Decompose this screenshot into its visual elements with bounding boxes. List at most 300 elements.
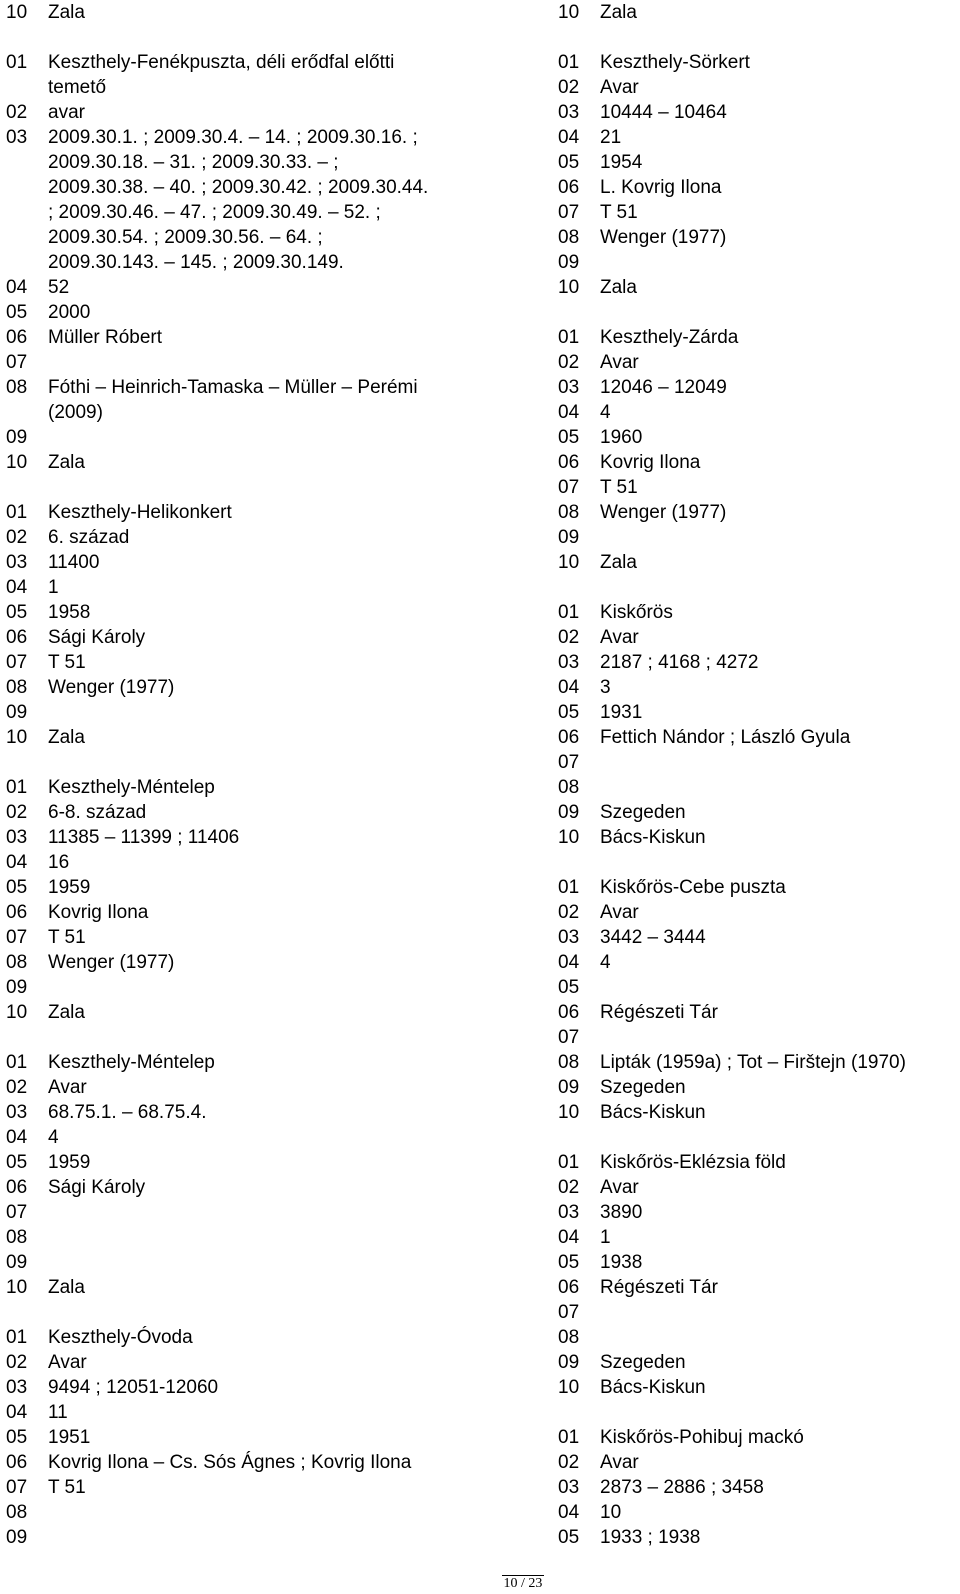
field-code: 02 [558,627,580,648]
field-code: 08 [6,952,28,973]
field-value: Keszthely-Óvoda [48,1327,193,1348]
record-field-row [6,275,476,300]
field-value: Avar [600,77,639,98]
field-value: 2009.30.143. – 145. ; 2009.30.149. [48,252,344,273]
field-code: 04 [6,577,28,598]
field-code: 01 [558,1427,580,1448]
record-field-row [6,1275,476,1300]
field-code: 04 [558,677,580,698]
record-field-row [6,1500,476,1525]
record-field-row [6,1200,476,1225]
field-code: 07 [558,1302,580,1323]
record-field-row [6,625,476,650]
field-code: 04 [6,1127,28,1148]
field-code: 02 [6,527,28,548]
record-field-row [6,1050,476,1075]
field-value: 11400 [48,552,100,573]
field-code: 05 [558,427,580,448]
field-code: 06 [6,1177,28,1198]
field-code: 02 [6,102,28,123]
record-field-row [6,400,476,425]
field-code: 07 [6,1477,28,1498]
record-field-row [558,1325,958,1350]
field-value: 1960 [600,427,643,448]
record-field-row [6,950,476,975]
field-value: Zala [48,1277,85,1298]
record-field-row [558,1475,958,1500]
field-code: 04 [558,402,580,423]
field-code: 07 [558,1027,580,1048]
field-code [6,225,48,250]
field-code: 04 [558,1227,580,1248]
field-code: 01 [6,502,28,523]
field-code: 03 [558,102,580,123]
record-field-row [558,400,958,425]
field-value: Avar [600,1452,639,1473]
record-field-row [6,900,476,925]
field-code: 09 [558,1352,580,1373]
field-value: Zala [600,552,637,573]
field-code: 03 [558,1477,580,1498]
field-code: 04 [558,127,580,148]
field-code: 09 [6,427,28,448]
field-value [48,1225,476,1250]
record-field-row [558,700,958,725]
field-code: 01 [558,327,580,348]
record-field-row [558,875,958,900]
field-value [600,250,958,275]
field-value: Avar [48,1352,87,1373]
field-value: 1954 [600,152,643,173]
field-code: 10 [6,1002,28,1023]
record-field-row [6,250,476,275]
record-field-row [6,1125,476,1150]
record-field-row [558,1300,958,1325]
field-code: 06 [6,902,28,923]
field-value: 2009.30.54. ; 2009.30.56. – 64. ; [48,227,323,248]
field-value: 2009.30.38. – 40. ; 2009.30.42. ; 2009.30.44. [48,177,429,198]
field-code: 08 [6,677,28,698]
field-code: 03 [558,927,580,948]
field-value: Szegeden [600,1352,686,1373]
record-field-row [558,100,958,125]
record-field-row [6,875,476,900]
field-value: L. Kovrig Ilona [600,177,722,198]
record-gap [6,1025,476,1050]
field-code [6,250,48,275]
record-field-row [558,500,958,525]
field-value: Kovrig Ilona [48,902,149,923]
field-value: 1931 [600,702,643,723]
field-value: Fóthi – Heinrich-Tamaska – Müller – Perémi [48,377,418,398]
field-value: 10444 – 10464 [600,102,727,123]
record-field-row [558,425,958,450]
record-gap [558,300,958,325]
field-code: 04 [558,1502,580,1523]
record-field-row [558,1200,958,1225]
field-code: 05 [558,702,580,723]
field-code: 10 [558,552,580,573]
field-value: Sági Károly [48,627,146,648]
field-value: 2873 – 2886 ; 3458 [600,1477,764,1498]
record-field-row [6,450,476,475]
field-code: 10 [558,2,580,23]
field-value: 3 [600,677,611,698]
field-code: 04 [6,852,28,873]
record-field-row [6,1075,476,1100]
field-code: 07 [6,927,28,948]
record-field-row [6,800,476,825]
record-gap [558,25,958,50]
record-field-row [6,500,476,525]
field-value: 1 [48,577,59,598]
record-field-row [558,925,958,950]
field-code: 10 [558,1377,580,1398]
field-value [48,1200,476,1225]
field-value: Fettich Nándor ; László Gyula [600,727,851,748]
record-field-row [6,125,476,150]
record-field-row [6,50,476,75]
field-value: Wenger (1977) [48,952,175,973]
field-code [6,200,48,225]
field-code: 09 [558,252,580,273]
record-field-row [558,825,958,850]
field-code [6,150,48,175]
record-field-row [558,725,958,750]
record-field-row [558,200,958,225]
left-column [6,0,476,1550]
field-code: 09 [6,1252,28,1273]
record-field-row [558,950,958,975]
field-value [48,1500,476,1525]
field-value: Kovrig Ilona [600,452,701,473]
field-value [48,975,476,1000]
field-code: 02 [558,1177,580,1198]
field-value: Zala [48,452,85,473]
field-value: 4 [600,952,611,973]
record-field-row [6,575,476,600]
field-code: 03 [558,1202,580,1223]
field-code: 06 [6,1452,28,1473]
record-field-row [6,600,476,625]
record-field-row [558,1500,958,1525]
record-field-row [6,975,476,1000]
field-value: Avar [48,1077,87,1098]
field-code: 10 [6,2,28,23]
record-field-row [558,175,958,200]
field-value: Szegeden [600,802,686,823]
field-code: 06 [558,1277,580,1298]
field-value: 1958 [48,602,91,623]
record-field-row [558,1175,958,1200]
field-value: Wenger (1977) [48,677,175,698]
field-value: Kiskőrös-Pohibuj mackó [600,1427,804,1448]
field-code [6,400,48,425]
field-value [48,700,476,725]
field-value: Keszthely-Sörkert [600,52,750,73]
field-code: 01 [558,877,580,898]
field-value: 2009.30.18. – 31. ; 2009.30.33. – ; [48,152,339,173]
field-value: 4 [48,1127,59,1148]
record-field-row [558,525,958,550]
record-field-row [558,550,958,575]
field-value: 1 [600,1227,611,1248]
field-value: 6. század [48,527,130,548]
field-value: Bács-Kiskun [600,1377,706,1398]
field-value: 16 [48,852,70,873]
field-code: 09 [558,802,580,823]
field-code: 08 [558,777,580,798]
field-value: 2187 ; 4168 ; 4272 [600,652,759,673]
field-value: 3442 – 3444 [600,927,706,948]
record-field-row [558,1425,958,1450]
field-value: Keszthely-Méntelep [48,777,215,798]
field-code: 07 [558,752,580,773]
field-code: 01 [558,602,580,623]
field-value [600,1025,958,1050]
field-value: 1938 [600,1252,643,1273]
field-code [6,175,48,200]
field-value: T 51 [48,1477,86,1498]
field-code: 03 [6,127,28,148]
record-field-row [558,325,958,350]
field-value [600,1300,958,1325]
field-code: 01 [558,1152,580,1173]
field-code: 02 [558,352,580,373]
record-field-row [558,450,958,475]
field-code: 07 [558,202,580,223]
record-field-row [6,1325,476,1350]
record-field-row [6,675,476,700]
field-value [600,1325,958,1350]
field-code: 05 [558,1527,580,1548]
field-value: Avar [600,627,639,648]
field-value: 1951 [48,1427,91,1448]
record-field-row [558,350,958,375]
field-value: Zala [48,1002,85,1023]
field-value: Keszthely-Fenékpuszta, déli erődfal előtti [48,52,395,73]
record-field-row [6,1425,476,1450]
field-code: 06 [558,177,580,198]
field-value: 68.75.1. – 68.75.4. [48,1102,207,1123]
field-value: 4 [600,402,611,423]
field-value: 11385 – 11399 ; 11406 [48,827,240,848]
field-value: 1959 [48,877,91,898]
field-code: 01 [6,52,28,73]
record-field-row [558,375,958,400]
record-gap [558,1125,958,1150]
field-value: 12046 – 12049 [600,377,727,398]
field-code [6,75,48,100]
record-field-row [6,175,476,200]
field-code: 03 [6,827,28,848]
record-field-row [6,1175,476,1200]
field-code: 01 [558,52,580,73]
record-field-row [6,825,476,850]
field-value: 1933 ; 1938 [600,1527,701,1548]
record-field-row [558,800,958,825]
field-value: Avar [600,902,639,923]
field-value: Régészeti Tár [600,1002,718,1023]
record-field-row [558,1450,958,1475]
record-gap [6,475,476,500]
record-field-row [6,1225,476,1250]
field-value: avar [48,102,85,123]
record-field-row [6,850,476,875]
field-code: 08 [558,227,580,248]
field-code: 04 [6,1402,28,1423]
field-code: 02 [6,1352,28,1373]
field-code: 02 [6,1077,28,1098]
field-value: Sági Károly [48,1177,146,1198]
field-code: 04 [558,952,580,973]
field-value: 2000 [48,302,91,323]
field-value: Kiskőrös [600,602,673,623]
record-field-row [6,550,476,575]
record-field-row [6,1450,476,1475]
field-code: 05 [558,977,580,998]
record-field-row [558,750,958,775]
field-value: 10 [600,1502,622,1523]
record-field-row [558,275,958,300]
field-code: 03 [558,652,580,673]
field-value: T 51 [600,477,638,498]
field-code: 10 [6,1277,28,1298]
field-value: temető [48,77,107,98]
record-field-row [6,150,476,175]
field-code: 10 [6,727,28,748]
field-value: Lipták (1959a) ; Tot – Firštejn (1970) [600,1052,906,1073]
record-field-row [6,650,476,675]
field-code: 06 [6,327,28,348]
record-field-row [6,425,476,450]
field-code: 07 [6,352,28,373]
field-code: 08 [558,1327,580,1348]
field-code: 06 [558,1002,580,1023]
field-value: T 51 [600,202,638,223]
field-value: Kiskőrös-Cebe puszta [600,877,786,898]
field-code: 06 [6,627,28,648]
field-code: 05 [558,1252,580,1273]
record-field-row [6,775,476,800]
field-code: 07 [6,652,28,673]
field-value: 11 [48,1402,68,1423]
field-code: 03 [6,1102,28,1123]
record-field-row [6,100,476,125]
field-code: 08 [6,377,28,398]
record-field-row [558,1000,958,1025]
field-value: (2009) [48,402,103,423]
field-value: Avar [600,1177,639,1198]
field-value: Régészeti Tár [600,1277,718,1298]
record-field-row [6,1250,476,1275]
field-value [48,425,476,450]
field-value: 3890 [600,1202,643,1223]
record-field-row [6,325,476,350]
record-field-row [6,225,476,250]
field-value: Keszthely-Méntelep [48,1052,215,1073]
field-value: Bács-Kiskun [600,1102,706,1123]
field-value: 1959 [48,1152,91,1173]
field-code: 08 [6,1227,28,1248]
record-field-row [6,300,476,325]
record-field-row [6,75,476,100]
record-field-row [6,1350,476,1375]
record-field-row [6,1400,476,1425]
record-field-row [558,75,958,100]
record-field-row [558,1100,958,1125]
record-field-row [558,625,958,650]
field-code: 08 [6,1502,28,1523]
record-field-row [558,900,958,925]
field-code: 03 [558,377,580,398]
field-code: 05 [6,602,28,623]
field-code: 10 [558,827,580,848]
field-value: Zala [600,2,637,23]
field-code: 02 [558,77,580,98]
record-field-row [558,150,958,175]
page-number: 10 / 23 [503,1576,543,1591]
field-value: T 51 [48,652,86,673]
field-value [600,750,958,775]
record-field-row [558,1050,958,1075]
field-code: 10 [558,277,580,298]
field-value: ; 2009.30.46. – 47. ; 2009.30.49. – 52. ; [48,202,381,223]
field-code: 10 [6,452,28,473]
field-code: 02 [558,902,580,923]
field-code: 09 [6,702,28,723]
record-field-row [558,1025,958,1050]
record-field-row [558,0,958,25]
field-value [600,975,958,1000]
field-code: 05 [6,1427,28,1448]
field-code: 03 [6,552,28,573]
record-field-row [558,1150,958,1175]
field-code: 02 [558,1452,580,1473]
field-value: Kiskőrös-Eklézsia föld [600,1152,786,1173]
field-value [600,525,958,550]
record-field-row [558,225,958,250]
record-field-row [558,125,958,150]
field-value: Müller Róbert [48,327,163,348]
record-field-row [558,775,958,800]
record-field-row [558,1375,958,1400]
field-value: Wenger (1977) [600,502,727,523]
record-gap [558,575,958,600]
record-gap [6,750,476,775]
field-value [48,1525,476,1550]
record-field-row [6,200,476,225]
field-value: Szegeden [600,1077,686,1098]
field-value: 52 [48,277,70,298]
record-field-row [6,1000,476,1025]
field-code: 07 [6,1202,28,1223]
field-code: 03 [6,1377,28,1398]
record-field-row [558,1250,958,1275]
record-field-row [558,1525,958,1550]
right-column [558,0,958,1550]
field-code: 05 [6,302,28,323]
record-gap [6,1300,476,1325]
record-field-row [6,1375,476,1400]
field-value: Avar [600,352,639,373]
field-code: 05 [558,152,580,173]
record-field-row [6,700,476,725]
record-field-row [6,1475,476,1500]
record-field-row [558,600,958,625]
field-code: 07 [558,477,580,498]
record-field-row [6,350,476,375]
